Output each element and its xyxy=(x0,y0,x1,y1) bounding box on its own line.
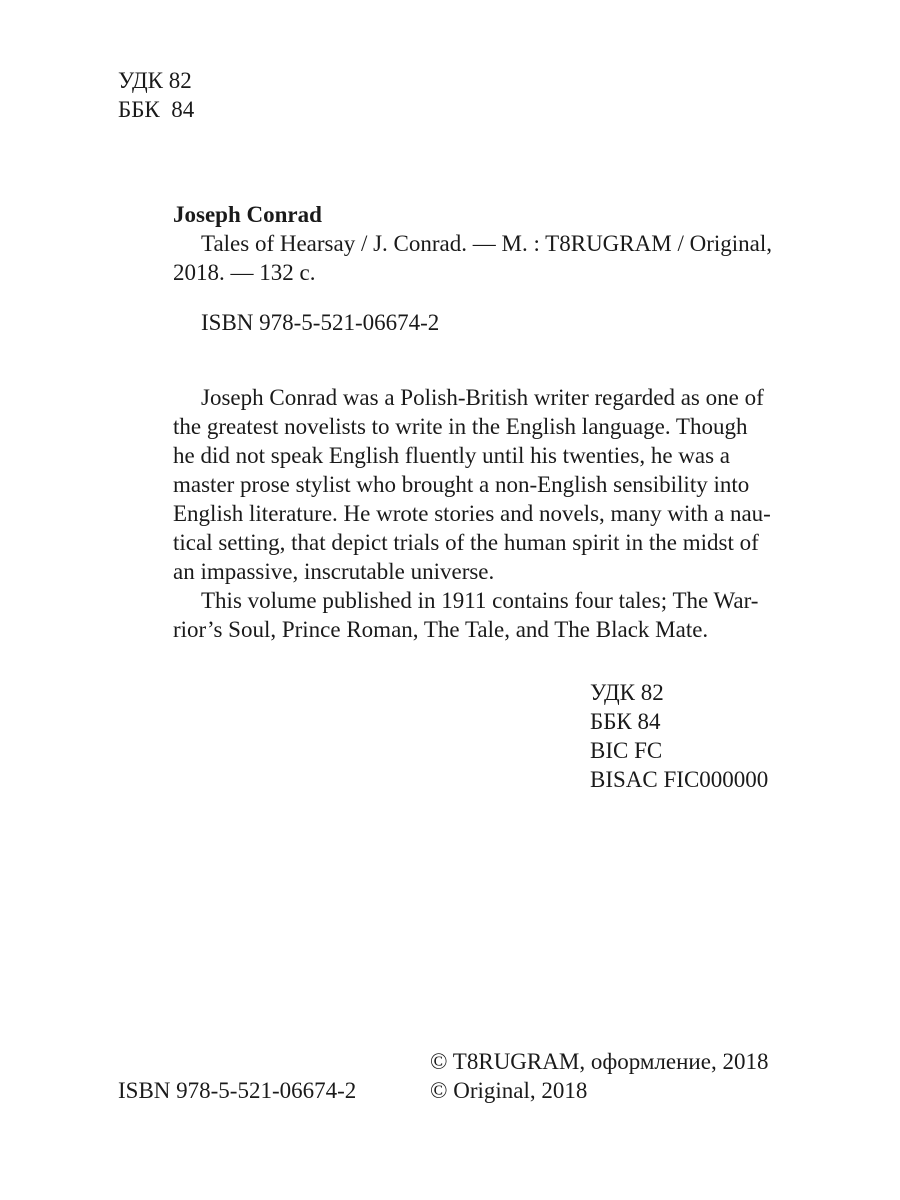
copyright-line: © T8RUGRAM, оформление, 2018 xyxy=(430,1049,769,1074)
annotation-line: Joseph Conrad was a Polish-British writer regarded as one of xyxy=(201,385,764,410)
bic-code: BIC FC xyxy=(590,738,663,763)
annotation-line: he did not speak English fluently until his twenties, he was a xyxy=(173,443,731,468)
annotation-line: English literature. He wrote stories and novels, many with a nau- xyxy=(173,501,771,526)
author-name: Joseph Conrad xyxy=(173,202,322,227)
footer-isbn xyxy=(118,1076,356,1105)
copyright-line: © Original, 2018 xyxy=(430,1078,588,1103)
annotation-line: the greatest novelists to write in the English language. Though xyxy=(173,414,748,439)
top-classification xyxy=(118,66,194,124)
udk-code: УДК 82 xyxy=(118,68,192,93)
annotation-line: This volume published in 1911 contains four tales; The War- xyxy=(201,588,759,613)
isbn-text: ISBN 978-5-521-06674-2 xyxy=(118,1078,357,1103)
biblio-line-1: Tales of Hearsay / J. Conrad. — M. : T8RUGRAM / Original, xyxy=(201,231,772,256)
annotation-line: an impassive, inscrutable universe. xyxy=(173,559,495,584)
annotation-line: master prose stylist who brought a non-English sensibility into xyxy=(173,472,750,497)
udk-code: УДК 82 xyxy=(590,680,664,705)
annotation-line: tical setting, that depict trials of the human spirit in the midst of xyxy=(173,530,759,555)
annotation xyxy=(173,383,793,644)
bbk-code: ББК 84 xyxy=(118,97,195,122)
bisac-code: BISAC FIC000000 xyxy=(590,767,769,792)
isbn-text: ISBN 978-5-521-06674-2 xyxy=(201,310,440,335)
bibliographic-record xyxy=(173,200,793,287)
biblio-isbn xyxy=(201,308,439,337)
biblio-line-2: 2018. — 132 c. xyxy=(173,260,316,285)
bbk-code: ББК 84 xyxy=(590,709,661,734)
bottom-classification xyxy=(590,678,768,794)
annotation-line: rior’s Soul, Prince Roman, The Tale, and The Black Mate. xyxy=(173,617,709,642)
copyright-block xyxy=(430,1047,768,1105)
